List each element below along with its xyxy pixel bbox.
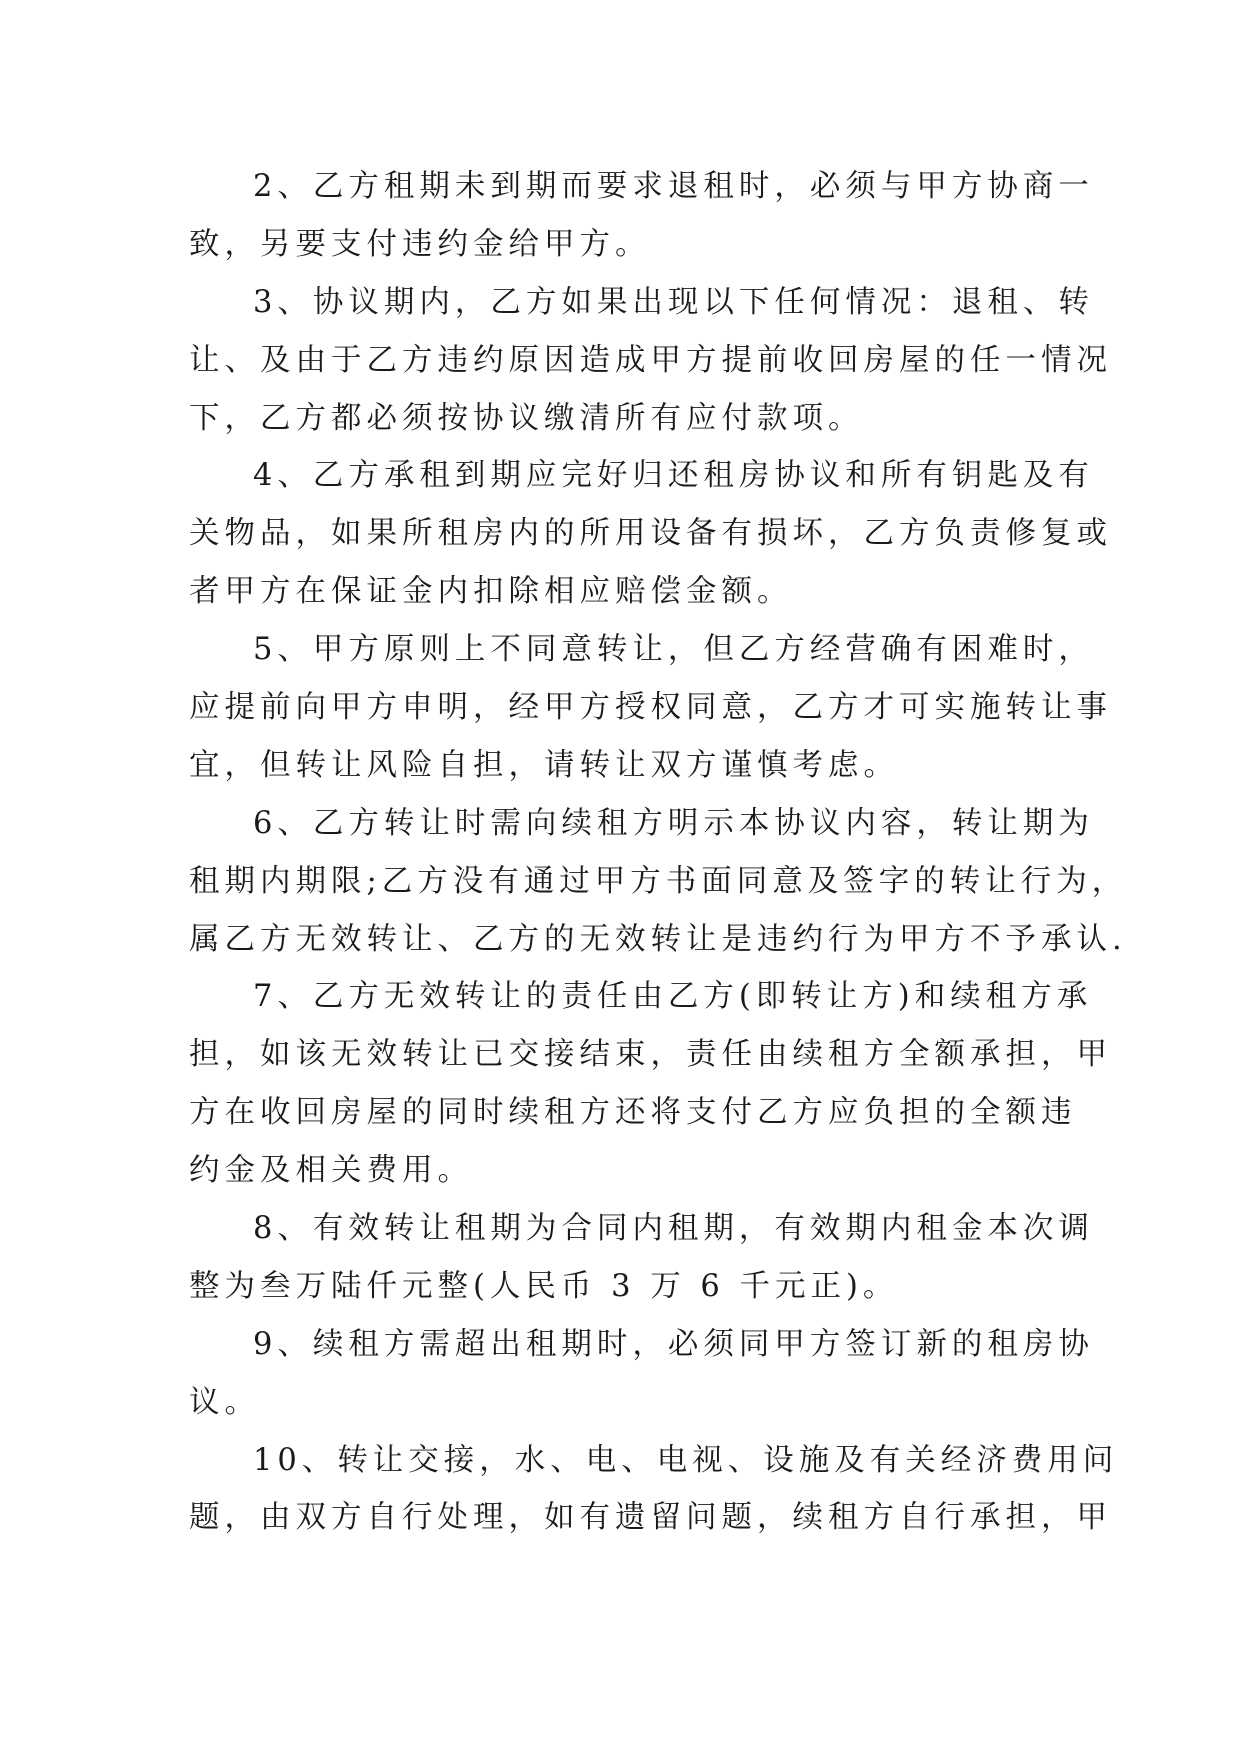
clause-8 [189,1200,1094,1316]
clause-text-line: 6、乙方转让时需向续租方明示本协议内容，转让期为 [253,805,1094,841]
clause-text-line: 宜，但转让风险自担，请转让双方谨慎考虑。 [189,747,899,783]
clause-text-line: 关物品，如果所租房内的所用设备有损坏，乙方负责修复或 [189,516,1112,552]
clause-text-line: 让、及由于乙方违约原因造成甲方提前收回房屋的任一情况 [189,342,1112,378]
clause-text-line: 下，乙方都必须按协议缴清所有应付款项。 [189,400,864,436]
clause-3 [189,274,1112,448]
clause-text-line: 8、有效转让租期为合同内租期，有效期内租金本次调 [253,1211,1094,1247]
clause-text-line: 者甲方在保证金内扣除相应赔偿金额。 [189,574,793,610]
clause-text-line: 议。 [189,1384,260,1420]
clause-text-line: 3、协议期内，乙方如果出现以下任何情况：退租、转 [253,284,1094,320]
clause-text-line: 5、甲方原则上不同意转让，但乙方经营确有困难时， [253,632,1094,668]
clause-text-line: 致，另要支付违约金给甲方。 [189,226,651,262]
clause-7 [189,968,1112,1200]
clause-text-line: 7、乙方无效转让的责任由乙方(即转让方)和续租方承 [253,979,1093,1015]
clause-10 [189,1432,1119,1548]
clause-6 [189,795,1128,969]
clause-text-line: 属乙方无效转让、乙方的无效转让是违约行为甲方不予承认. [189,921,1127,957]
clause-text-line: 题，由双方自行处理，如有遗留问题，续租方自行承担，甲 [189,1500,1112,1536]
clause-text-line: 约金及相关费用。 [189,1153,473,1189]
clause-text-line: 整为叁万陆仟元整(人民币 3 万 6 千元正)。 [189,1268,899,1304]
clause-text-line: 2、乙方租期未到期而要求退租时，必须与甲方协商一 [253,169,1094,204]
clause-text-line: 9、续租方需超出租期时，必须同甲方签订新的租房协 [253,1326,1094,1362]
clause-text-line: 应提前向甲方申明，经甲方授权同意，乙方才可实施转让事 [189,690,1112,726]
clause-text-line: 10、转让交接，水、电、电视、设施及有关经济费用问 [253,1442,1119,1478]
clause-text-line: 担，如该无效转让已交接结束，责任由续租方全额承担，甲 [189,1037,1112,1073]
clause-text-line: 方在收回房屋的同时续租方还将支付乙方应负担的全额违 [189,1095,1077,1131]
clause-text-line: 租期内期限;乙方没有通过甲方书面同意及签字的转让行为， [189,863,1128,899]
clause-2 [189,158,1094,274]
clause-5 [189,621,1112,795]
clause-text-line: 4、乙方承租到期应完好归还租房协议和所有钥匙及有 [253,458,1094,494]
clause-9 [189,1316,1094,1432]
clause-4 [189,447,1112,621]
document-body [189,158,1128,1547]
